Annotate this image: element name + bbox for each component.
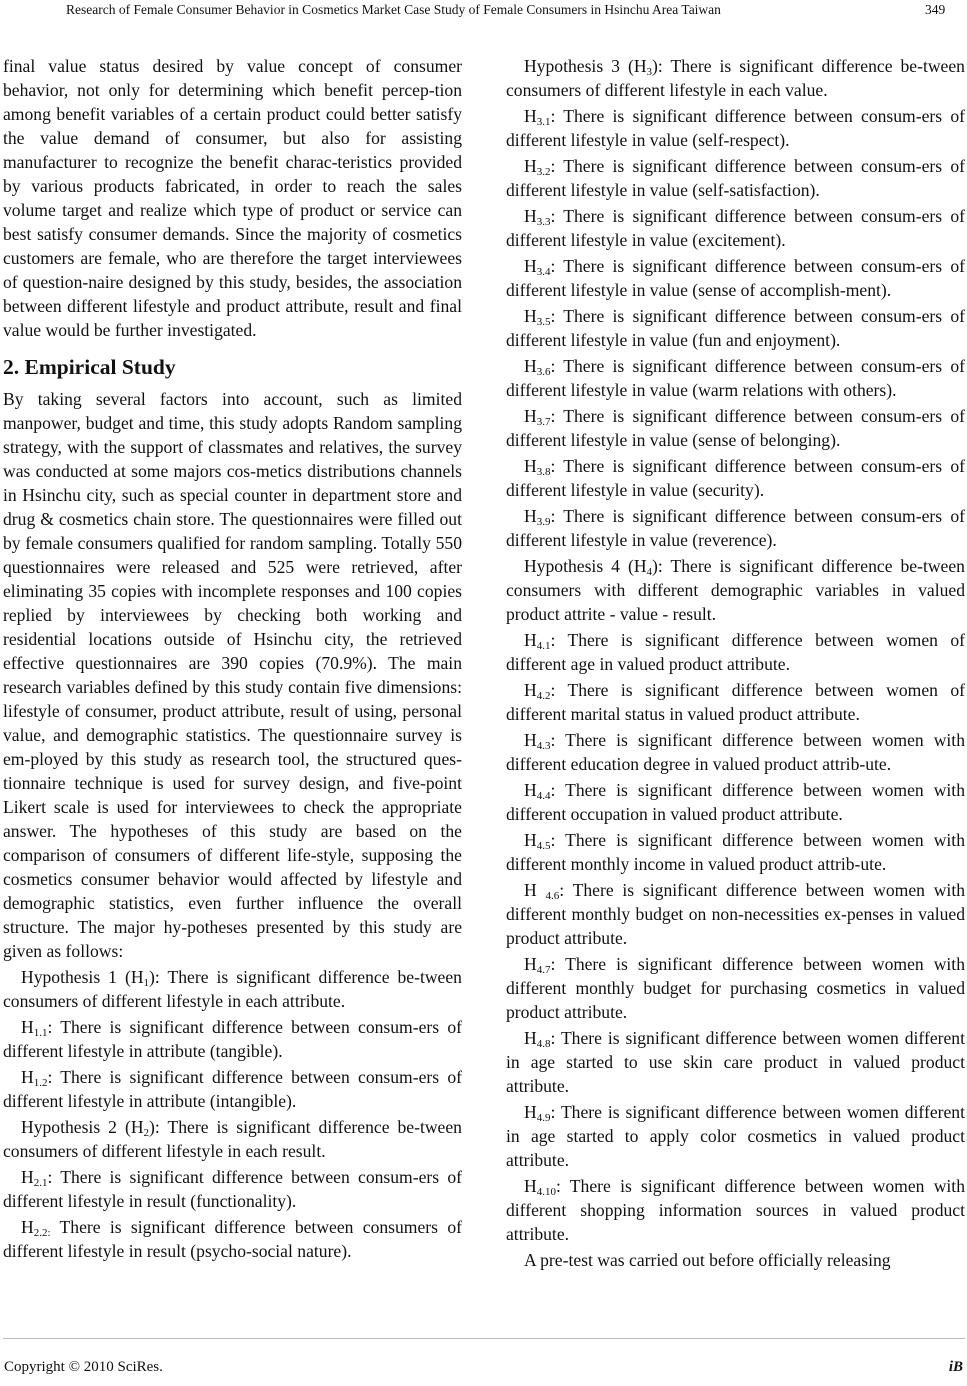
hypothesis-label: H — [21, 1167, 34, 1187]
hypothesis-subscript: 2.2: — [33, 1227, 51, 1239]
hypothesis-subscript: 1 — [143, 977, 150, 989]
hypothesis-paragraph — [506, 154, 965, 202]
hypothesis-paragraph — [506, 454, 965, 502]
hypothesis-paragraph — [3, 1115, 462, 1163]
hypothesis-text: : There is significant difference between consum-ers of different lifestyle in value (security). — [506, 456, 965, 500]
hypothesis-text: : There is significant difference between women with different monthly budget on non-necessities ex-penses in valued product attribute. — [506, 880, 966, 948]
page-number: 349 — [925, 2, 946, 17]
hypothesis-label: H — [524, 306, 537, 326]
hypothesis-paragraph — [506, 504, 965, 552]
left-hypotheses-list — [3, 965, 462, 1263]
hypothesis-text: : There is significant difference between women of different marital status in valued product attribute. — [506, 680, 965, 724]
hypothesis-subscript: 3.4 — [536, 266, 551, 278]
hypothesis-paragraph — [3, 1165, 462, 1213]
hypothesis-text: ): There is significant difference be-tween consumers of different lifestyle in each value. — [506, 56, 965, 100]
running-title: Research of Female Consumer Behavior in Cosmetics Market Case Study of Female Consumers in Hsinchu Area Taiwan — [66, 2, 721, 17]
hypothesis-label: H — [524, 730, 537, 750]
hypothesis-subscript: 3.9 — [536, 516, 551, 528]
hypothesis-paragraph — [3, 965, 462, 1013]
hypothesis-label: H — [524, 106, 537, 126]
journal-abbreviation: iB — [948, 1359, 963, 1375]
hypothesis-subscript: 4.5 — [536, 840, 551, 852]
hypothesis-text: : There is significant difference between women with different occupation in valued product attribute. — [506, 780, 965, 824]
hypothesis-label: H — [524, 506, 537, 526]
hypothesis-text: ): There is significant difference be-tween consumers of different lifestyle in each result. — [3, 1117, 462, 1161]
hypothesis-subscript: 3.8 — [536, 466, 551, 478]
hypothesis-label: H — [524, 954, 537, 974]
hypothesis-text: : There is significant difference between women with different monthly income in valued product attrib-ute. — [506, 830, 965, 874]
hypothesis-text: : There is significant difference between consum-ers of different lifestyle in value (sense of accomplish-ment). — [506, 256, 965, 300]
hypothesis-text: : There is significant difference between consum-ers of different lifestyle in value (warm relations with others). — [506, 356, 965, 400]
hypothesis-label: Hypothesis 3 (H — [524, 56, 647, 76]
hypothesis-label: Hypothesis 2 (H — [21, 1117, 144, 1137]
hypothesis-paragraph — [506, 404, 965, 452]
hypothesis-text: : There is significant difference between women with different education degree in valued product attrib-ute. — [506, 730, 965, 774]
right-column — [506, 54, 965, 1274]
hypothesis-label: Hypothesis 4 (H — [524, 556, 647, 576]
hypothesis-label: H — [524, 156, 537, 176]
hypothesis-paragraph — [506, 952, 965, 1024]
hypothesis-label: H — [524, 630, 537, 650]
copyright-notice: Copyright © 2010 SciRes. — [4, 1359, 163, 1375]
hypothesis-text: : There is significant difference between women of different age in valued product attribute. — [506, 630, 965, 674]
hypothesis-text: : There is significant difference between consum-ers of different lifestyle in value (self-respect). — [506, 106, 965, 150]
hypothesis-label: H — [524, 780, 537, 800]
section-heading: 2. Empirical Study — [3, 355, 176, 379]
hypothesis-paragraph — [506, 354, 965, 402]
hypothesis-paragraph — [506, 554, 965, 626]
hypothesis-text: : There is significant difference between consum-ers of different lifestyle in value (self-satisfaction). — [506, 156, 965, 200]
hypothesis-subscript: 4.2 — [536, 690, 551, 702]
hypothesis-text: : There is significant difference between women with different shopping information sources in valued product attribute. — [506, 1176, 965, 1244]
hypothesis-label: H — [524, 680, 537, 700]
hypothesis-label: H — [524, 830, 537, 850]
hypothesis-text: ): There is significant difference be-tween consumers with different demographic variables in valued product attrite - value - result. — [506, 556, 965, 624]
hypothesis-label: H — [524, 256, 537, 276]
hypothesis-text: : There is significant difference between women different in age started to apply color cosmetics in valued product attribute. — [506, 1102, 965, 1170]
hypothesis-paragraph — [506, 1174, 965, 1246]
hypothesis-text: : There is significant difference between consum-ers of different lifestyle in value (reverence). — [506, 506, 965, 550]
hypothesis-subscript: 2 — [143, 1127, 150, 1139]
hypothesis-label: H — [524, 1176, 537, 1196]
hypothesis-paragraph — [506, 54, 965, 102]
hypothesis-label: H — [524, 456, 537, 476]
hypothesis-subscript: 3.7 — [536, 416, 551, 428]
hypothesis-text: ): There is significant difference be-tween consumers of different lifestyle in each attribute. — [3, 967, 462, 1011]
hypothesis-subscript: 4.10 — [536, 1186, 556, 1198]
hypothesis-paragraph — [3, 1015, 462, 1063]
left-column — [3, 54, 462, 1265]
hypothesis-subscript: 4.7 — [536, 964, 551, 976]
hypothesis-paragraph — [506, 778, 965, 826]
hypothesis-label: H — [524, 406, 537, 426]
hypothesis-text: : There is significant difference between consum-ers of different lifestyle in result (functionality). — [3, 1167, 462, 1211]
hypothesis-subscript: 3.6 — [536, 366, 551, 378]
empirical-study-paragraph: By taking several factors into account, such as limited manpower, budget and time, this study adopts Random sampling strategy, with the support of classmates and relatives, the survey was conducted at some majors cos-metics distributions channels in Hsinchu city, such as special counter in department store and drug & cosmetics chain store. The questionnaires were filled out by female consumers qualified for random sampling. Totally 550 questionnaires were released and 525 were retrieved, after eliminating 35 copies with incomplete responses and 100 copies replied by interviewees by checking both working and residential locations outside of Hsinchu city, the retrieved effective questionnaires are 390 copies (70.9%). The main research variables defined by this study contain five dimensions: lifestyle of consumer, product attribute, result of using, personal value, and demographic statistics. The questionnaire survey is em-ployed by this study as research tool, the structured ques-tionnaire technique is used for survey design, and five-point Likert scale is used for interviewees to check the appropriate answer. The hypotheses of this study are based on the comparison of consumers of different life-style, supposing the cosmetics consumer behavior would affected by lifestyle and demographic statistics, even further influence the overall structure. The major hy-potheses presented by this study are given as follows: — [3, 389, 462, 961]
hypothesis-paragraph — [506, 1026, 965, 1098]
hypothesis-paragraph — [506, 878, 965, 950]
hypothesis-label: H — [21, 1017, 34, 1037]
intro-paragraph: final value status desired by value concept of consumer behavior, not only for determining which benefit percep-tion among benefit variables of a certain product could better satisfy the value demand of consumer, but also for assisting manufacturer to recognize the benefit charac-teristics provided by various products fabricated, in order to reach the sales volume target and realize which type of product or service can best satisfy consumer demands. Since the majority of cosmetics customers are female, who are therefore the target interviewees of question-naire designed by this study, besides, the association between different lifestyle and product attribute, result and final value would be further investigated. — [3, 56, 462, 340]
hypothesis-label: Hypothesis 1 (H — [21, 967, 144, 987]
hypothesis-paragraph — [506, 204, 965, 252]
right-hypotheses-list — [506, 54, 965, 1246]
hypothesis-paragraph — [506, 254, 965, 302]
hypothesis-subscript: 3.3 — [536, 216, 551, 228]
hypothesis-subscript: 4.6 — [545, 890, 560, 902]
hypothesis-label: H — [21, 1217, 34, 1237]
hypothesis-subscript: 3 — [646, 66, 653, 78]
hypothesis-subscript: 1.1 — [33, 1027, 48, 1039]
running-header — [0, 0, 967, 28]
hypothesis-label: H — [524, 1028, 537, 1048]
hypothesis-subscript: 1.2 — [33, 1077, 48, 1089]
hypothesis-subscript: 3.1 — [536, 116, 551, 128]
hypothesis-text: : There is significant difference between consum-ers of different lifestyle in value (sense of belonging). — [506, 406, 965, 450]
hypothesis-subscript: 4.8 — [536, 1038, 551, 1050]
hypothesis-text: : There is significant difference between consum-ers of different lifestyle in value (excitement). — [506, 206, 965, 250]
hypothesis-subscript: 4.9 — [536, 1112, 551, 1124]
hypothesis-paragraph — [506, 828, 965, 876]
hypothesis-text: There is significant difference between consumers of different lifestyle in result (psycho-social nature). — [3, 1217, 462, 1261]
hypothesis-subscript: 4.1 — [536, 640, 551, 652]
hypothesis-subscript: 4 — [646, 566, 653, 578]
hypothesis-paragraph — [506, 104, 965, 152]
hypothesis-text: : There is significant difference between consum-ers of different lifestyle in attribute (tangible). — [3, 1017, 462, 1061]
hypothesis-subscript: 3.5 — [536, 316, 551, 328]
hypothesis-subscript: 3.2 — [536, 166, 551, 178]
hypothesis-label: H — [524, 1102, 537, 1122]
hypothesis-paragraph — [3, 1215, 462, 1263]
hypothesis-label: H — [21, 1067, 34, 1087]
hypothesis-subscript: 4.3 — [536, 740, 551, 752]
hypothesis-paragraph — [506, 678, 965, 726]
closing-paragraph: A pre-test was carried out before officially releasing — [524, 1250, 891, 1270]
hypothesis-text: : There is significant difference between women different in age started to use skin care product in valued product attribute. — [506, 1028, 965, 1096]
hypothesis-label: H — [524, 206, 537, 226]
footer-rule — [3, 1338, 965, 1339]
hypothesis-label: H — [524, 880, 546, 900]
hypothesis-paragraph — [506, 304, 965, 352]
hypothesis-subscript: 2.1 — [33, 1177, 48, 1189]
hypothesis-label: H — [524, 356, 537, 376]
hypothesis-paragraph — [506, 1100, 965, 1172]
hypothesis-text: : There is significant difference between women with different monthly budget for purchasing cosmetics in valued product attribute. — [506, 954, 965, 1022]
hypothesis-paragraph — [506, 628, 965, 676]
hypothesis-text: : There is significant difference between consum-ers of different lifestyle in value (fun and enjoyment). — [506, 306, 965, 350]
hypothesis-paragraph — [3, 1065, 462, 1113]
hypothesis-subscript: 4.4 — [536, 790, 551, 802]
hypothesis-text: : There is significant difference between consum-ers of different lifestyle in attribute (intangible). — [3, 1067, 462, 1111]
hypothesis-paragraph — [506, 728, 965, 776]
